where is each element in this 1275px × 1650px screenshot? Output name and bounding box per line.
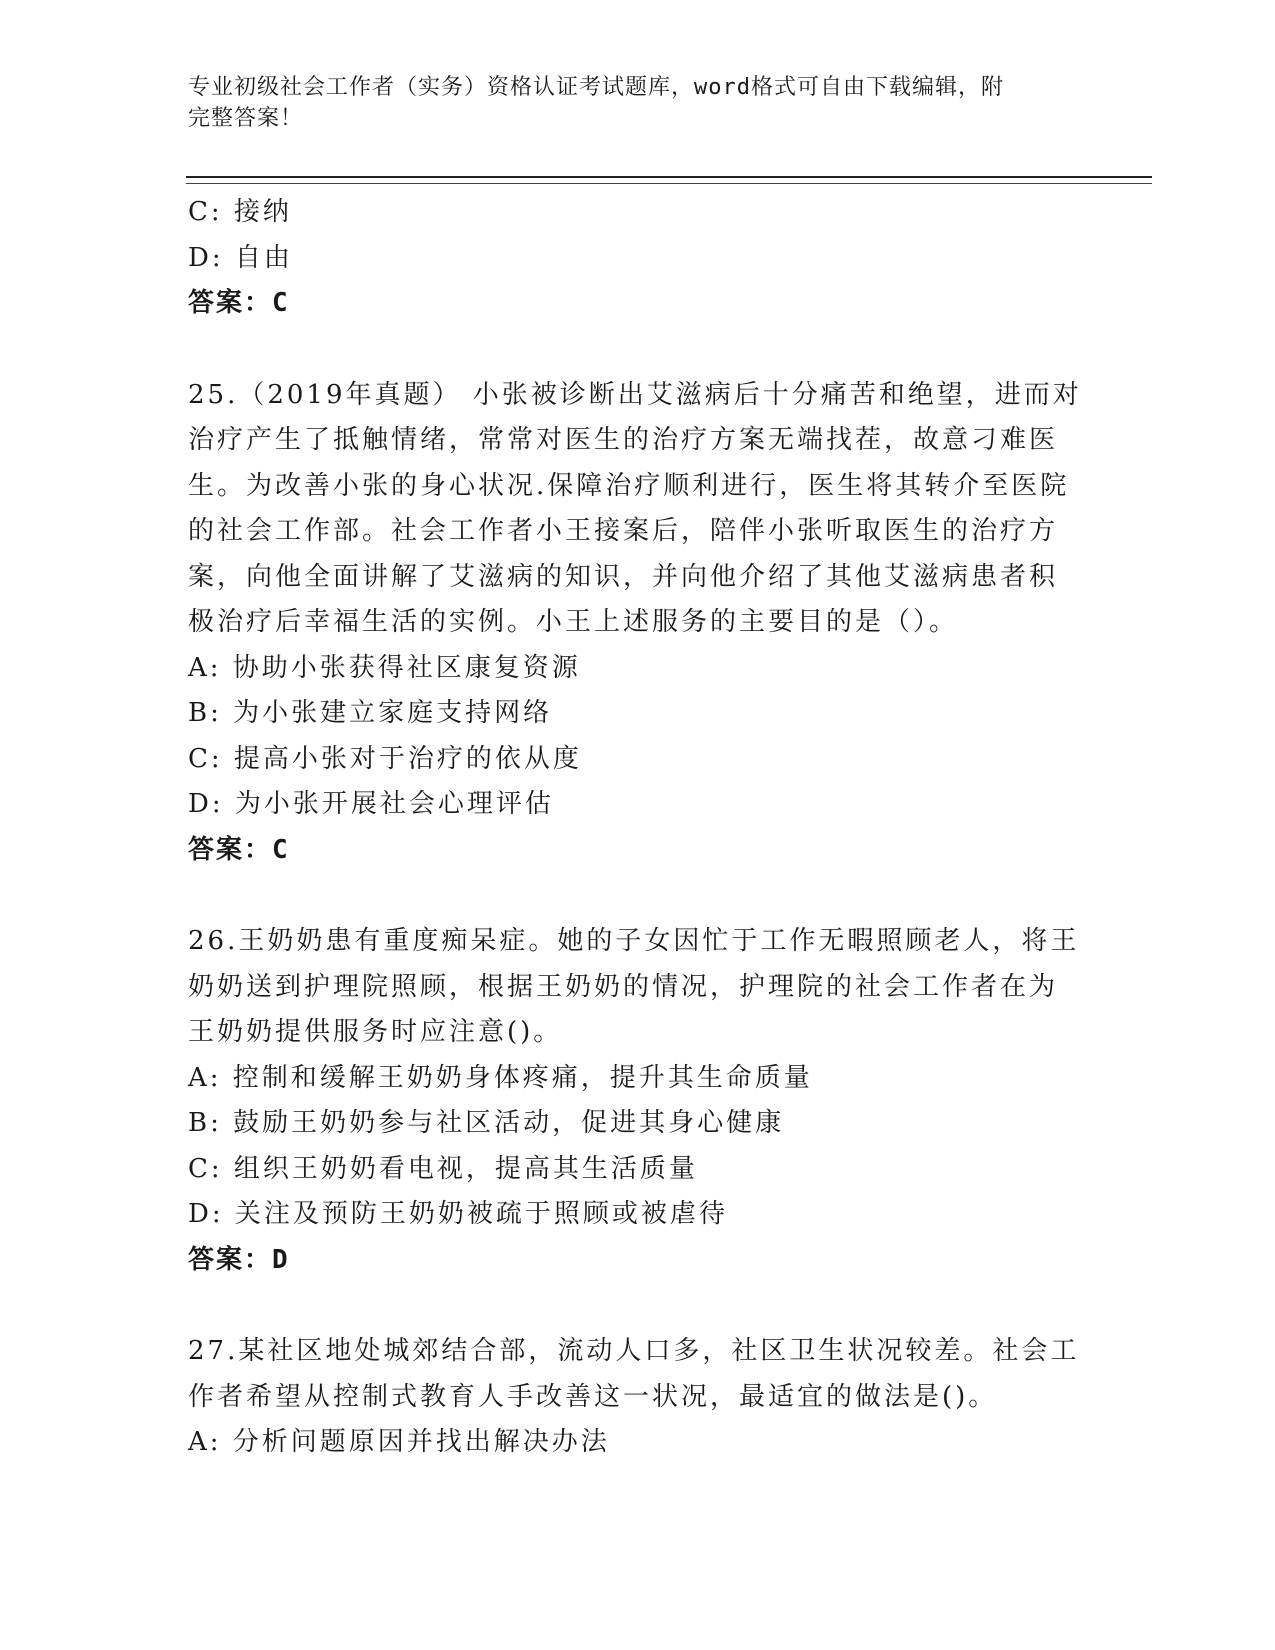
header-line-2: 完整答案！ <box>188 106 304 131</box>
option-a: A: 协助小张获得社区康复资源 <box>188 652 581 683</box>
spacer <box>188 1283 1088 1329</box>
option-d: D: 关注及预防王奶奶被疏于照顾或被虐待 <box>188 1199 728 1229</box>
answer-line: 答案：D <box>188 1244 290 1275</box>
option-c: C: 提高小张对于治疗的依从度 <box>188 743 582 774</box>
option-c: C: 组织王奶奶看电视，提高其生活质量 <box>188 1153 698 1184</box>
option-b: B: 为小张建立家庭支持网络 <box>188 698 553 728</box>
spacer <box>188 327 1088 373</box>
question-text-line: 25.（2019年真题） 小张被诊断出艾滋病后十分痛苦和绝望，进而对 <box>188 379 1082 410</box>
option-a: A: 分析问题原因并找出解决办法 <box>188 1427 610 1457</box>
question-25 <box>188 373 1088 874</box>
header-line-1: 专业初级社会工作者（实务）资格认证考试题库，word格式可自由下载编辑，附 <box>188 75 1004 100</box>
question-text-line: 生。为改善小张的身心状况.保障治疗顺利进行，医生将其转介至医院 <box>188 470 1070 501</box>
question-27 <box>188 1329 1088 1466</box>
answer-line: 答案：C <box>188 288 290 318</box>
question-text-line: 作者希望从控制式教育人手改善这一状况，最适宜的做法是()。 <box>188 1381 998 1412</box>
question-26 <box>188 919 1088 1283</box>
spacer <box>188 873 1088 919</box>
option-a: A: 控制和缓解王奶奶身体疼痛，提升其生命质量 <box>188 1062 813 1093</box>
question-text-line: 治疗产生了抵触情绪，常常对医生的治疗方案无端找茬，故意刁难医 <box>188 425 1059 455</box>
answer-line: 答案：C <box>188 834 290 865</box>
question-text-line: 27.某社区地处城郊结合部，流动人口多，社区卫生状况较差。社会工 <box>188 1336 1080 1366</box>
option-d: D: 自由 <box>188 242 293 273</box>
header-divider-thick <box>186 176 1152 178</box>
question-text-line: 的社会工作部。社会工作者小王接案后，陪伴小张听取医生的治疗方 <box>188 516 1059 546</box>
document-header <box>188 72 1088 134</box>
question-text-line: 奶奶送到护理院照顾，根据王奶奶的情况，护理院的社会工作者在为 <box>188 971 1059 1002</box>
question-text-line: 案，向他全面讲解了艾滋病的知识，并向他介绍了其他艾滋病患者积 <box>188 561 1059 592</box>
question-text-line: 26.王奶奶患有重度痴呆症。她的子女因忙于工作无暇照顾老人，将王 <box>188 926 1080 956</box>
question-text-line: 王奶奶提供服务时应注意()。 <box>188 1017 563 1047</box>
option-b: B: 鼓励王奶奶参与社区活动，促进其身心健康 <box>188 1108 785 1138</box>
option-c: C: 接纳 <box>188 197 292 227</box>
header-divider-thin <box>186 183 1152 184</box>
option-d: D: 为小张开展社会心理评估 <box>188 789 554 819</box>
question-text-line: 极治疗后幸福生活的实例。小王上述服务的主要目的是（）。 <box>188 607 959 637</box>
question-content <box>188 190 1088 1466</box>
